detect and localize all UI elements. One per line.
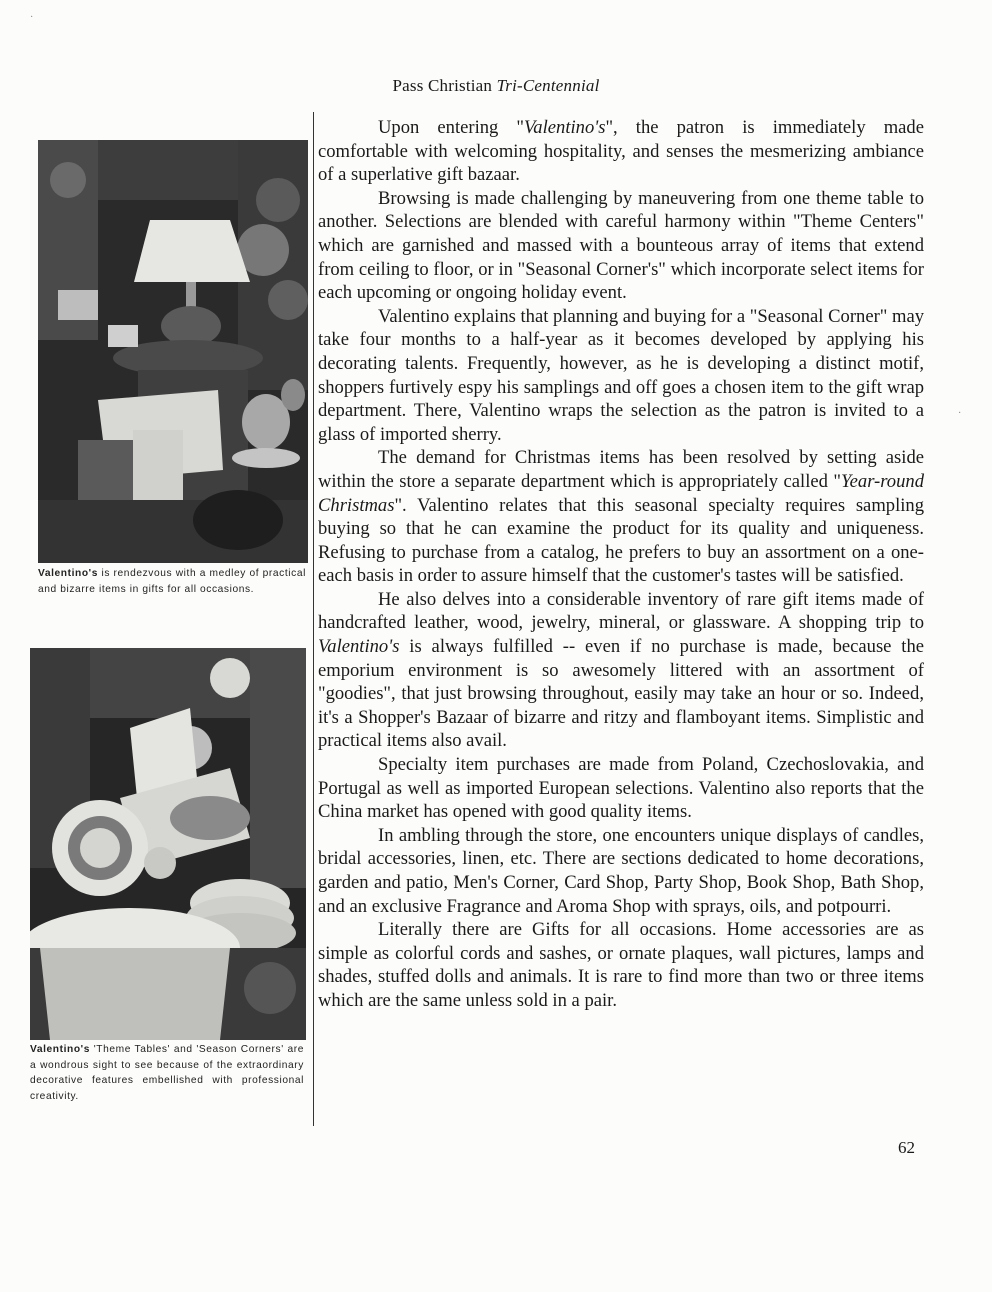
page-header [0,76,992,96]
store-name-emphasis: Valentino's [318,636,400,658]
column-divider [313,112,314,1126]
scan-speck: · [958,408,962,419]
text-run: The demand for Christmas items has been resolved by setting aside within the store a separate department which is appropriately called " [318,447,924,492]
store-name-emphasis: Valentino's [524,117,606,138]
text-run: ", the patron is immediately made comfortable with welcoming hospitality, and senses the mesmerizing ambiance of a superlative gift bazaar. [318,117,924,186]
paragraph: Literally there are Gifts for all occasions. Home accessories are as simple as colorful cords and sashes, or ornate plaques, wall pictures, lamps and shades, stuffed dolls and animals. It is rare to find more than two or three items which are the same unless sold in a pair. [318,919,924,1011]
article-body [318,116,924,1013]
paragraph: In ambling through the store, one encounters unique displays of candles, bridal accessories, linen, etc. There are sections dedicated to home decorations, garden and patio, Men's Corner, Card Shop, Party Shop, Book Shop, Bath Shop, and an exclusive Fragrance and Aroma Shop with sprays, oils, and potpourri. [318,824,924,917]
page-number: 62 [898,1138,915,1157]
scan-speck: · [30,12,34,23]
photo-caption [30,1042,304,1104]
text-run: ". Valentino relates that this seasonal specialty requires sampling buying so that he can examine the product for its quality and uniqueness. Refusing to purchase from a catalog, he prefers to buy an assortment on a one-each basis in order to assure himself that the customer's tastes will be satisfied. [318,494,924,587]
header-subtitle: Tri-Centennial [496,76,600,95]
photo-caption [38,566,306,597]
paragraph [318,116,924,187]
paragraph: Browsing is made challenging by maneuvering from one theme table to another. Selections are blended with careful harmony within "Theme Centers" which are garnished and massed with a bounteous array of items that extend from ceiling to floor, or in "Seasonal Corner's" which incorporate select items for each upcoming or ongoing holiday event. [318,187,924,304]
text-run: Upon entering " [378,117,525,138]
caption-text: is rendezvous with a medley of practical and bizarre items in gifts for all occasions. [38,568,306,595]
text-run: He also delves into a considerable inventory of rare gift items made of handcrafted leather, wood, jewelry, mineral, or glassware. A shopping trip to [318,588,924,634]
caption-store-name: Valentino's [38,568,98,579]
department-name-emphasis: Year-round Christmas [318,470,924,516]
caption-text: 'Theme Tables' and 'Season Corners' are a wondrous sight to see because of the extraordinary decorative features embellished with professional creativity. [30,1044,304,1102]
caption-store-name: Valentino's [30,1044,90,1055]
theme-table-photo [30,648,306,1040]
paragraph: Specialty item purchases are made from Poland, Czechoslovakia, and Portugal as well as imported European selections. Valentino also reports that the China market has opened with good quality items. [318,754,924,823]
paragraph [318,446,924,588]
header-title: Pass Christian [392,76,493,95]
paragraph [318,588,924,753]
text-run: is always fulfilled -- even if no purchase is made, because the emporium environment is so awesomely littered with an assortment of "goodies", that just browsing throughout, easily may take an hour or so. Indeed, it's a Shopper's Bazaar of bizarre and ritzy and flamboyant items. Simplistic and practical items also avail. [318,636,924,752]
paragraph: Valentino explains that planning and buying for a "Seasonal Corner" may take four months to a half-year as it becomes developed by applying his decorating talents. Frequently, however, as he is developing a distinct motif, shoppers furtively espy his samplings and off goes a chosen item to the gift wrap department. There, Valentino wraps the selection as the patron is invited to a glass of imported sherry. [318,305,925,445]
store-interior-photo [38,140,308,563]
